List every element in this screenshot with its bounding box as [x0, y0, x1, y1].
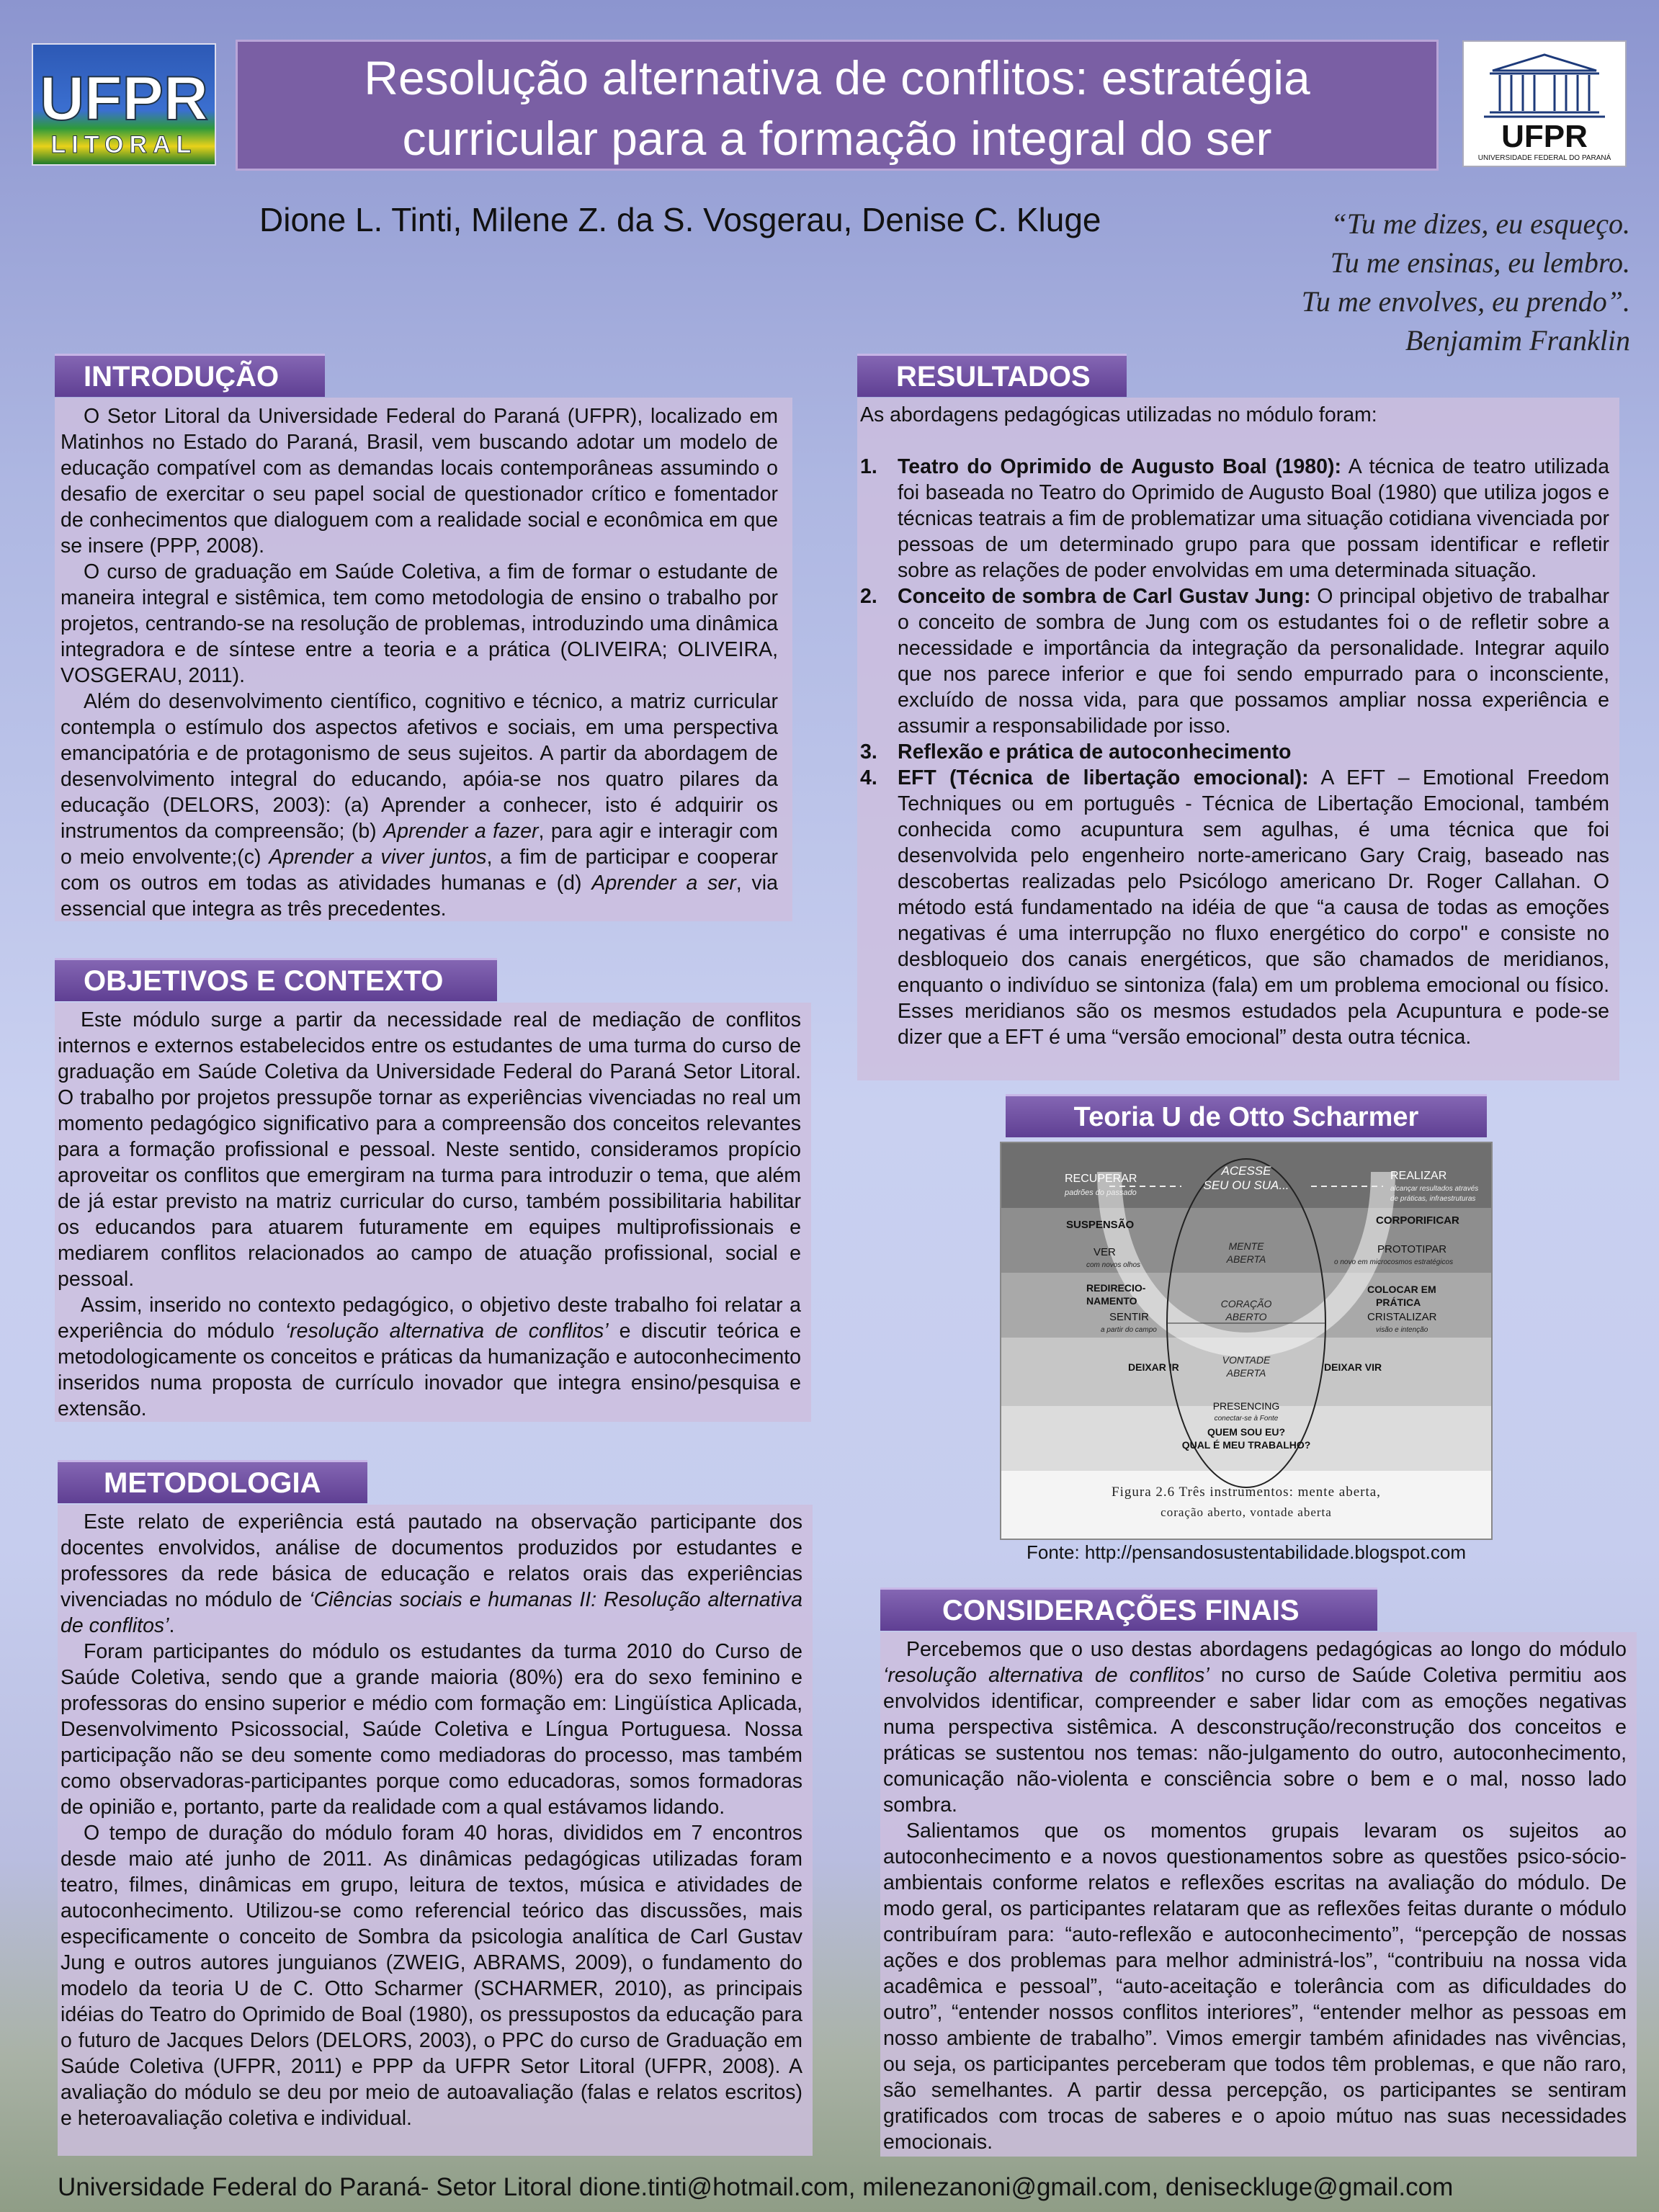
consideracoes-section [880, 1632, 1637, 2157]
u-realizar-sub-1: alcançar resultados através [1390, 1185, 1479, 1193]
item-text: A EFT – Emotional Freedom Techniques ou em português - Técnica de Libertação Emocional, também conhecida como acupuntura sem agulhas, é uma técnica que foi desenvolvida pelo engenheiro norte-americano Gary Craig, baseado nas descobertas realizadas pelo Psicólogo americano Dr. Roger Callahan. O método está fundamentado na idéia de que “a causa de todas as emoções negativas é uma interrupção no fluxo energético do corpo" e consiste no desbloqueio dos canais energéticos, que são chamados de meridianos, enquanto o indivíduo se sintoniza (fala) em um problema emocional ou físico. Esses meridianos são os mesmos estudados pela Acupuntura e pode-se dizer que a EFT é uma “versão emocional” desta outra técnica. [898, 766, 1609, 1049]
text-run: Além do desenvolvimento científico, cognitivo e técnico, a matriz curricular contempla o estímulo dos aspectos afetivos e sociais, em uma perspectiva emancipatória e de protagonismo de seus sujeitos. A partir da abordagem de desenvolvimento integral do educando, apóia-se nos quatro pilares da educação (DELORS, 2003): (a) Aprender a conhecer, isto é adquirir os instrumentos da compreensão; (b) [61, 690, 778, 843]
u-deixar-vir: DEIXAR VIR [1324, 1361, 1382, 1373]
u-ver-sub: com novos olhos [1086, 1261, 1141, 1269]
u-pratica: PRÁTICA [1376, 1297, 1421, 1308]
u-presencing-sub: conectar-se à Fonte [1214, 1415, 1279, 1423]
title-line-1: Resolução alternativa de conflitos: estratégia [364, 51, 1310, 104]
item-title: Conceito de sombra de Carl Gustav Jung: [898, 585, 1311, 608]
item-number: 4. [860, 766, 877, 789]
u-realizar: REALIZAR [1390, 1170, 1447, 1182]
u-realizar-sub-2: de práticas, infraestruturas [1390, 1195, 1476, 1203]
item-text: O principal objetivo de trabalhar o conceito de sombra de Jung com os estudantes foi o de refletir sobre a necessidade e importância da integração da personalidade. Integrar aquilo que nos parece inferior e que foi sendo empurrado para o inconsciente, excluído de nossa vida, para que possamos ampliar nossa experiência e assumir a responsabilidade por isso. [898, 585, 1609, 738]
u-prototipar: PROTOTIPAR [1377, 1243, 1447, 1255]
text-run: Assim, inserido no contexto pedagógico, o objetivo deste trabalho foi relatar a experiência do módulo [58, 1294, 801, 1343]
resultados-list [860, 454, 1609, 1050]
metodologia-paragraph-2: Foram participantes do módulo os estudantes da turma 2010 do Curso de Saúde Coletiva, sendo que a grande maioria (80%) era do sexo feminino e professoras do ensino superior e médio com formação em: Lingüística Aplicada, Desenvolvimento Psicossocial, Saúde Coletiva e Língua Portuguesa. Nossa participação não se deu somente como mediadoras do processo, mas também como observadoras-participantes porque como educadoras, somos formadoras de opinião e, portanto, parte da realidade com a qual estávamos lidando. [61, 1640, 802, 1819]
item-title: Teatro do Oprimido de Augusto Boal (1980): [898, 455, 1341, 478]
metodologia-section [58, 1505, 813, 2156]
u-sentir-sub: a partir do campo [1101, 1326, 1157, 1334]
u-cristalizar: CRISTALIZAR [1367, 1311, 1437, 1323]
u-prototipar-sub: o novo em microcosmos estratégicos [1334, 1258, 1454, 1266]
item-number: 3. [860, 740, 877, 764]
authors-line: Dione L. Tinti, Milene Z. da S. Vosgerau, Denise C. Kluge [259, 201, 1101, 238]
title-line-2: curricular para a formação integral do ser [402, 112, 1272, 165]
u-aberta-2: ABERTA [1226, 1367, 1266, 1379]
text-run: , para agir e interagir com o meio envolvente;(c) [61, 820, 778, 869]
emphasis-modulo-name: ‘resolução alternativa de conflitos’ [883, 1664, 1209, 1687]
logo-left-sub: LITORAL [50, 131, 197, 158]
ufpr-litoral-logo [32, 43, 216, 166]
text-run: , a fim de participar e cooperar com os outros em todas as atividades humanas e (d) [61, 846, 778, 895]
resultados-section [857, 398, 1619, 1080]
ufpr-building-logo-graphic [1464, 42, 1625, 166]
objetivos-paragraph-2 [58, 1292, 801, 1422]
figure-source: Fonte: http://pensandosustentabilidade.blogspot.com [1027, 1541, 1466, 1563]
u-suspensao: SUSPENSÃO [1066, 1219, 1135, 1231]
emphasis-module-title: ‘Ciências sociais e humanas II: Resolução alternativa de conflitos’ [61, 1588, 802, 1637]
u-vontade: VONTADE [1222, 1354, 1271, 1366]
spacer [860, 428, 1609, 454]
u-caption-1: Figura 2.6 Três instrumentos: mente aberta, [1112, 1485, 1381, 1500]
u-namento: NAMENTO [1086, 1295, 1137, 1307]
emphasis-aprender-a-viver-juntos: Aprender a viver juntos [269, 846, 487, 869]
u-acesse: ACESSE [1221, 1164, 1271, 1178]
introducao-paragraph-3 [61, 689, 778, 922]
item-title: EFT (Técnica de libertação emocional): [898, 766, 1309, 789]
logo-right-sub: UNIVERSIDADE FEDERAL DO PARANÁ [1477, 154, 1611, 162]
text-run: e discutir teórica e metodologicamente os conceitos e práticas da humanização e autoconhecimento inseridos numa proposta de currículo inovador que integra ensino/pesquisa e extensão. [58, 1320, 801, 1420]
poster-title [236, 40, 1439, 171]
u-quem: QUEM SOU EU? [1207, 1426, 1286, 1438]
u-recuperar-sub: padrões do passado [1065, 1188, 1137, 1197]
teoria-u-figure [1000, 1142, 1493, 1540]
u-ver: VER [1094, 1246, 1116, 1258]
u-recuperar: RECUPERAR [1065, 1173, 1137, 1185]
metodologia-paragraph-3: O tempo de duração do módulo foram 40 horas, divididos em 7 encontros desde maio até junho de 2011. As dinâmicas pedagógicas utilizadas foram teatro, filmes, dinâmicas em grupo, leitura de textos, música e atividades de autoconhecimento. Utilizou-se como referencial teórico das discussões, mais especificamente o conceito de Sombra da psicologia analítica de Carl Gustav Jung e outros autores junguianos (ZWEIG, ABRAMS, 2009), o fundamento do modelo da teoria U de C. Otto Scharmer (SCHARMER, 2010), as principais idéias do Teatro do Oprimido de Boal (1980), os pressupostos da educação para o futuro de Jacques Delors (DELORS, 2003), o PPC do curso de Graduação em Saúde Coletiva (UFPR, 2011) e PPP da UFPR Setor Litoral (UFPR, 2008). A avaliação do módulo se deu por meio de autoavaliação (falas e relatos escritos) e heteroavaliação coletiva e individual. [61, 1822, 802, 2130]
teoria-u-diagram [1001, 1143, 1491, 1539]
list-item [860, 454, 1609, 583]
ufpr-litoral-logo-graphic [33, 45, 215, 164]
introducao-heading: INTRODUÇÃO [55, 354, 325, 397]
text-run: . [169, 1614, 175, 1637]
text-run: no curso de Saúde Coletiva permitiu aos envolvidos identificar, compreender e saber lidar com as emoções negativas numa perspectiva sistêmica. A desconstrução/reconstrução dos conceitos e práticas se sustentou nos temas: não-julgamento do outro, autoconhecimento, comunicação não-violenta e consciência sobre o bem e o mal, nosso lado sombra. [883, 1664, 1627, 1817]
emphasis-modulo-name: ‘resolução alternativa de conflitos’ [285, 1320, 609, 1343]
resultados-intro: As abordagens pedagógicas utilizadas no módulo foram: [860, 403, 1377, 426]
quote-line-1: “Tu me dizes, eu esqueço. [1331, 207, 1630, 240]
list-item [860, 765, 1609, 1050]
emphasis-aprender-a-fazer: Aprender a fazer [383, 820, 539, 843]
item-number: 1. [860, 455, 877, 478]
u-presencing: PRESENCING [1212, 1400, 1280, 1412]
emphasis-aprender-a-ser: Aprender a ser [591, 872, 736, 895]
u-coracao: CORAÇÃO [1220, 1298, 1272, 1309]
list-item [860, 583, 1609, 739]
quote-author: Benjamim Franklin [1405, 324, 1630, 357]
item-title: Reflexão e prática de autoconhecimento [898, 740, 1292, 764]
text-run: , via essencial que integra as três precedentes. [61, 872, 778, 921]
metodologia-paragraph-1 [61, 1509, 802, 1639]
item-text: A técnica de teatro utilizada foi baseada no Teatro do Oprimido de Augusto Boal (1980) que utiliza jogos e técnicas teatrais a fim de problematizar uma situação cotidiana vivenciada por pessoas de um determinado grupo para que possam identificar e refletir sobre as relações de poder envolvidas em uma determinada situação. [898, 455, 1609, 582]
u-mente: MENTE [1228, 1240, 1264, 1252]
objetivos-heading: OBJETIVOS E CONTEXTO [55, 958, 497, 1001]
consideracoes-paragraph-2: Salientamos que os momentos grupais levaram os sujeitos ao autoconhecimento e a novos questionamentos sobre as questões psico-sócio-ambientais conforme relatos e reflexões escritas na avaliação do módulo. De modo geral, os participantes relataram que as reflexões feitas durante o módulo contribuíram para: “auto-reflexão e autoconhecimento”, “percepção de nossas ações e dos problemas para melhor administrá-los”, “contribuiu na nossa vida acadêmica e pessoal”, “auto-aceitação e tolerância com as dificuldades do outro”, “entender nossos conflitos interiores”, “entender melhor as pessoas em nosso ambiente de trabalho”. Vimos emergir também afinidades nas vivências, ou seja, os participantes perceberam que todos têm problemas, e que não raro, são semelhantes. A partir dessa percepção, os participantes se sentiram gratificados com trocas de saberes e o apoio mútuo nas suas necessidades emocionais. [883, 1819, 1627, 2154]
consideracoes-paragraph-1 [883, 1636, 1627, 1818]
u-caption-2: coração aberto, vontade aberta [1161, 1505, 1332, 1519]
u-colocar: COLOCAR EM [1367, 1284, 1436, 1295]
u-aberto: ABERTO [1225, 1311, 1267, 1322]
u-cristalizar-sub: visão e intenção [1376, 1326, 1428, 1334]
text-run: Este relato de experiência está pautado na observação participante dos docentes envolvidos, análise de documentos produzidos por estudantes e professores da rede básica de educação e relatos orais das experiências vivenciadas no módulo de [61, 1510, 802, 1611]
introducao-paragraph-2: O curso de graduação em Saúde Coletiva, a fim de formar o estudante de maneira integral e sistêmica, tem como metodologia de ensino o trabalho por projetos, centrando-se na resolução de problemas, introduzindo uma dinâmica integradora e de síntese entre a teoria e a prática (OLIVEIRA; OLIVEIRA, VOSGERAU, 2011). [61, 560, 778, 687]
consideracoes-heading: CONSIDERAÇÕES FINAIS [880, 1588, 1377, 1631]
u-sentir: SENTIR [1109, 1311, 1150, 1323]
ufpr-logo [1462, 40, 1627, 167]
quote-line-2: Tu me ensinas, eu lembro. [1330, 246, 1630, 279]
u-corporificar: CORPORIFICAR [1376, 1214, 1459, 1227]
introducao-section [55, 398, 792, 921]
teoria-u-heading: Teoria U de Otto Scharmer [1006, 1094, 1487, 1137]
u-aberta-1: ABERTA [1226, 1253, 1266, 1265]
objetivos-paragraph-1: Este módulo surge a partir da necessidade real de mediação de conflitos internos e externos estabelecidos entre os estudantes de uma turma do curso de graduação em Saúde Coletiva da Universidade Federal do Paraná Setor Litoral. O trabalho por projetos pressupõe tornar as experiências vivenciadas no real um momento pedagógico significativo para a compreensão dos conceitos relevantes para a formação profissional e pessoal. Neste sentido, consideramos propício aproveitar os conflitos que emergiram na turma para introduzir o tema, que além de já estar previsto na matriz curricular do curso, também possibilitaria habilitar os educandos para atuarem futuramente em equipes multiprofissionais e mediarem conflitos relacionados ao campo de atuação profissional, social e pessoal. [58, 1008, 801, 1291]
text-run: Percebemos que o uso destas abordagens pedagógicas ao longo do módulo [906, 1638, 1627, 1661]
logo-right-main: UFPR [1501, 119, 1588, 154]
u-deixar-ir: DEIXAR IR [1128, 1361, 1179, 1373]
footer-contacts: Universidade Federal do Paraná- Setor Litoral dione.tinti@hotmail.com, milenezanoni@gmail.com, deniseckluge@gmail.com [58, 2173, 1454, 2201]
item-number: 2. [860, 585, 877, 608]
metodologia-heading: METODOLOGIA [58, 1460, 367, 1503]
list-item [860, 739, 1609, 765]
objetivos-section [55, 1003, 811, 1422]
u-qual: QUAL É MEU TRABALHO? [1181, 1439, 1311, 1451]
quote-line-3: Tu me envolves, eu prendo”. [1301, 285, 1630, 318]
u-acesse-2: SEU OU SUA... [1203, 1178, 1289, 1192]
introducao-paragraph-1: O Setor Litoral da Universidade Federal do Paraná (UFPR), localizado em Matinhos no Estado do Paraná, Brasil, vem buscando adotar um modelo de educação compatível com as demandas locais contemporâneas assumindo o desafio de exercitar o seu papel social de questionador crítico e fomentador de conhecimentos que dialoguem com a realidade social e econômica em que se insere (PPP, 2008). [61, 405, 778, 558]
resultados-heading: RESULTADOS [857, 354, 1127, 397]
franklin-quote [1282, 205, 1630, 360]
logo-left-main: UFPR [39, 64, 209, 133]
u-redirecio: REDIRECIO- [1086, 1282, 1146, 1294]
